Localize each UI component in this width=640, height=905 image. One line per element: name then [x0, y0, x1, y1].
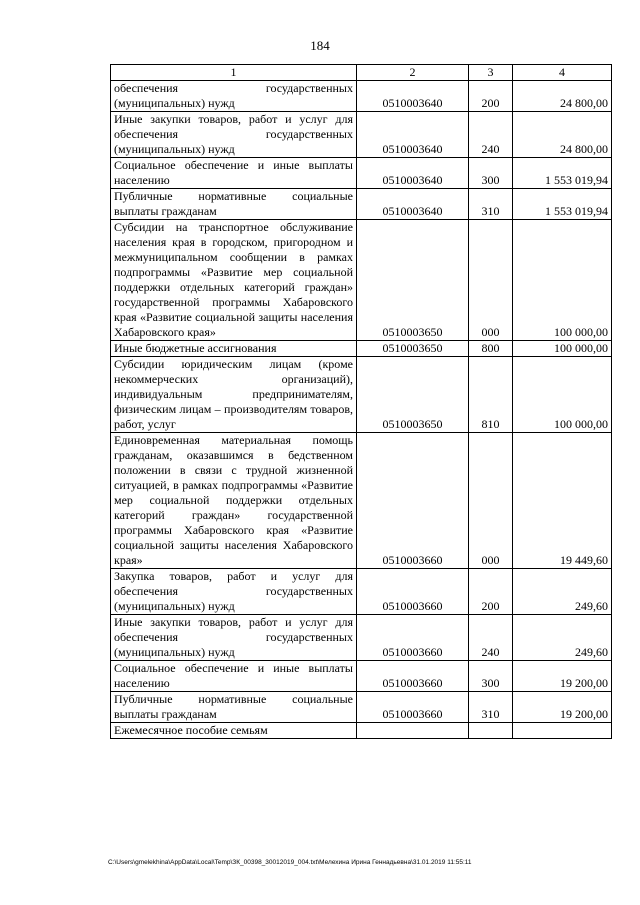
row-name: Ежемесячное пособие семьям — [111, 723, 357, 739]
row-name: Публичные нормативные социальные выплаты гражданам — [111, 189, 357, 220]
row-sub: 810 — [469, 357, 513, 433]
row-code: 0510003660 — [357, 615, 469, 661]
table-row — [111, 723, 612, 739]
row-sub: 200 — [469, 81, 513, 112]
row-sub: 300 — [469, 158, 513, 189]
row-code: 0510003650 — [357, 341, 469, 357]
table-row — [111, 189, 612, 220]
row-name: обеспечения государственных (муниципальных) нужд — [111, 81, 357, 112]
row-amount: 19 200,00 — [513, 661, 612, 692]
table-row — [111, 569, 612, 615]
table-row — [111, 112, 612, 158]
table-row — [111, 661, 612, 692]
row-sub: 300 — [469, 661, 513, 692]
row-amount: 249,60 — [513, 615, 612, 661]
row-sub: 800 — [469, 341, 513, 357]
budget-table — [110, 64, 612, 739]
row-name: Публичные нормативные социальные выплаты гражданам — [111, 692, 357, 723]
row-amount: 19 449,60 — [513, 433, 612, 569]
row-sub: 200 — [469, 569, 513, 615]
row-name: Социальное обеспечение и иные выплаты населению — [111, 661, 357, 692]
file-path-footer: C:\Users\gmelekhina\AppData\Local\Temp\ЗК_00398_30012019_004.txt\Мелехина Ирина Геннадьевна\31.01.2019 11:55:11 — [108, 859, 472, 866]
row-code: 0510003660 — [357, 569, 469, 615]
row-code: 0510003660 — [357, 433, 469, 569]
table-row — [111, 158, 612, 189]
row-amount: 249,60 — [513, 569, 612, 615]
row-name: Субсидии юридическим лицам (кроме некоммерческих организаций), индивидуальным предпринимателям, физическим лицам – производителям товаров, работ, услуг — [111, 357, 357, 433]
row-amount: 100 000,00 — [513, 357, 612, 433]
row-code: 0510003650 — [357, 357, 469, 433]
row-name: Иные закупки товаров, работ и услуг для обеспечения государственных (муниципальных) нужд — [111, 112, 357, 158]
table-row — [111, 341, 612, 357]
row-sub: 240 — [469, 112, 513, 158]
row-amount: 1 553 019,94 — [513, 158, 612, 189]
column-header-sub: 3 — [469, 65, 513, 81]
page-number: 184 — [310, 38, 330, 53]
row-code: 0510003640 — [357, 189, 469, 220]
column-header-amount: 4 — [513, 65, 612, 81]
row-amount — [513, 723, 612, 739]
table-row — [111, 433, 612, 569]
row-sub: 240 — [469, 615, 513, 661]
row-amount: 24 800,00 — [513, 112, 612, 158]
row-name: Закупка товаров, работ и услуг для обеспечения государственных (муниципальных) нужд — [111, 569, 357, 615]
row-amount: 100 000,00 — [513, 341, 612, 357]
row-amount: 100 000,00 — [513, 220, 612, 341]
column-header-code: 2 — [357, 65, 469, 81]
row-sub: 000 — [469, 220, 513, 341]
row-code: 0510003660 — [357, 661, 469, 692]
row-code: 0510003660 — [357, 692, 469, 723]
table-row — [111, 81, 612, 112]
table-row — [111, 615, 612, 661]
row-sub: 310 — [469, 189, 513, 220]
row-name: Единовременная материальная помощь гражданам, оказавшимся в бедственном положении в связи с трудной жизненной ситуацией, в рамках подпрограммы «Развитие мер социальной поддержки отдельных категорий граждан» государственной программы Хабаровского края «Развитие социальной защиты населения Хабаровского края» — [111, 433, 357, 569]
row-amount: 1 553 019,94 — [513, 189, 612, 220]
table-row — [111, 220, 612, 341]
row-name: Иные бюджетные ассигнования — [111, 341, 357, 357]
column-header-name: 1 — [111, 65, 357, 81]
table-row — [111, 692, 612, 723]
row-code: 0510003650 — [357, 220, 469, 341]
row-amount: 19 200,00 — [513, 692, 612, 723]
row-name: Субсидии на транспортное обслуживание населения края в городском, пригородном и межмуниципальном сообщении в рамках подпрограммы «Развитие мер социальной поддержки отдельных категорий граждан» государственной программы Хабаровского края «Развитие социальной защиты населения Хабаровского края» — [111, 220, 357, 341]
row-amount: 24 800,00 — [513, 81, 612, 112]
row-name: Социальное обеспечение и иные выплаты населению — [111, 158, 357, 189]
row-name: Иные закупки товаров, работ и услуг для обеспечения государственных (муниципальных) нужд — [111, 615, 357, 661]
table-header-row — [111, 65, 612, 81]
row-code: 0510003640 — [357, 112, 469, 158]
row-sub: 310 — [469, 692, 513, 723]
row-code: 0510003640 — [357, 81, 469, 112]
row-code: 0510003640 — [357, 158, 469, 189]
row-sub — [469, 723, 513, 739]
row-code — [357, 723, 469, 739]
table-row — [111, 357, 612, 433]
row-sub: 000 — [469, 433, 513, 569]
